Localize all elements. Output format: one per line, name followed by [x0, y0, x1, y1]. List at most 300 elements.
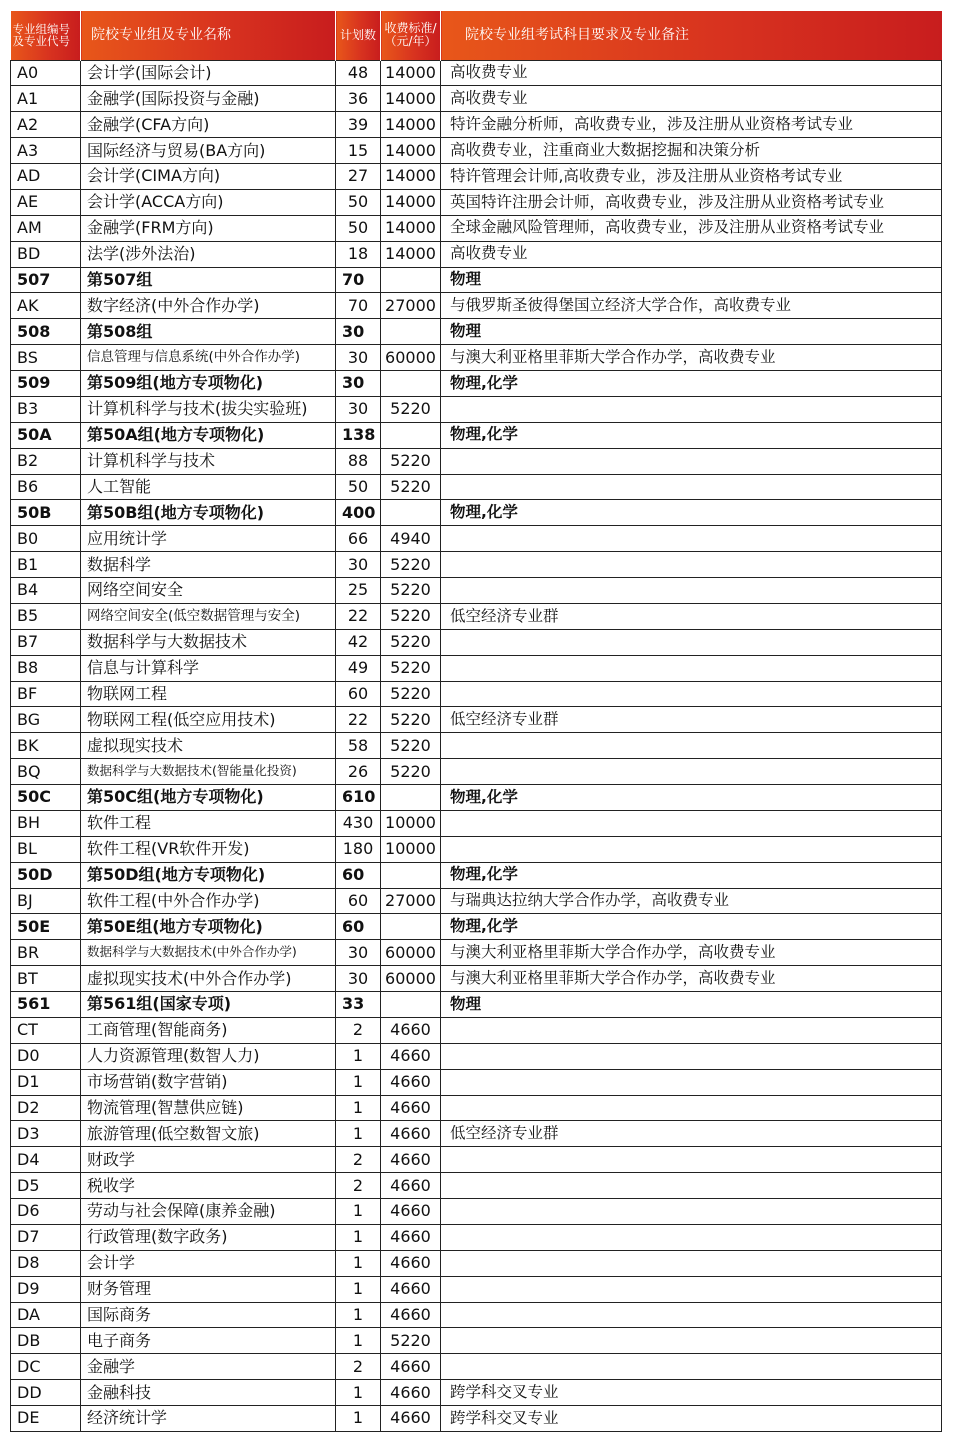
group-row	[11, 319, 942, 345]
cell-plan-count: 33	[336, 992, 381, 1018]
cell-code: BS	[11, 345, 81, 371]
cell-plan-count: 30	[336, 940, 381, 966]
cell-major-name: 应用统计学	[81, 526, 336, 552]
table-row	[11, 1121, 942, 1147]
cell-code: D3	[11, 1121, 81, 1147]
cell-major-name: 金融学(国际投资与金融)	[81, 86, 336, 112]
cell-fee: 4660	[381, 1354, 441, 1380]
cell-major-name: 物流管理(智慧供应链)	[81, 1095, 336, 1121]
table-row	[11, 629, 942, 655]
table-row	[11, 448, 942, 474]
cell-major-name: 财务管理	[81, 1276, 336, 1302]
cell-code: 50D	[11, 862, 81, 888]
cell-major-name: 软件工程	[81, 810, 336, 836]
table-row	[11, 1017, 942, 1043]
table-row	[11, 655, 942, 681]
table-row	[11, 966, 942, 992]
table-row	[11, 1147, 942, 1173]
cell-note: 低空经济专业群	[441, 707, 942, 733]
cell-fee	[381, 914, 441, 940]
cell-note	[441, 448, 942, 474]
table-row	[11, 1380, 942, 1406]
cell-code: AD	[11, 164, 81, 190]
cell-major-name: 会计学(CIMA方向)	[81, 164, 336, 190]
cell-major-name: 劳动与社会保障(康养金融)	[81, 1199, 336, 1225]
cell-code: BJ	[11, 888, 81, 914]
table-row	[11, 603, 942, 629]
cell-note	[441, 810, 942, 836]
cell-fee: 4940	[381, 526, 441, 552]
table-row	[11, 578, 942, 604]
cell-plan-count: 60	[336, 914, 381, 940]
cell-fee: 10000	[381, 810, 441, 836]
cell-code: BQ	[11, 759, 81, 785]
cell-plan-count: 1	[336, 1250, 381, 1276]
cell-fee: 14000	[381, 215, 441, 241]
cell-plan-count: 60	[336, 862, 381, 888]
cell-code: BR	[11, 940, 81, 966]
cell-note	[441, 1328, 942, 1354]
cell-major-name: 网络空间安全(低空数据管理与安全)	[81, 603, 336, 629]
cell-major-name: 会计学	[81, 1250, 336, 1276]
table-row	[11, 86, 942, 112]
cell-code: 507	[11, 267, 81, 293]
cell-fee	[381, 862, 441, 888]
cell-note	[441, 836, 942, 862]
cell-note: 特许管理会计师,高收费专业，涉及注册从业资格考试专业	[441, 164, 942, 190]
cell-fee: 5220	[381, 707, 441, 733]
cell-major-name: 金融科技	[81, 1380, 336, 1406]
table-row	[11, 1199, 942, 1225]
cell-plan-count: 36	[336, 86, 381, 112]
cell-plan-count: 400	[336, 500, 381, 526]
cell-major-name: 第561组(国家专项)	[81, 992, 336, 1018]
cell-code: D8	[11, 1250, 81, 1276]
group-row	[11, 992, 942, 1018]
cell-code: B1	[11, 552, 81, 578]
cell-fee: 14000	[381, 138, 441, 164]
cell-major-name: 金融学(FRM方向)	[81, 215, 336, 241]
table-row	[11, 474, 942, 500]
cell-note	[441, 552, 942, 578]
table-row	[11, 681, 942, 707]
cell-code: D6	[11, 1199, 81, 1225]
table-row	[11, 189, 942, 215]
cell-major-name: 第507组	[81, 267, 336, 293]
header-name: 院校专业组及专业名称	[81, 11, 336, 60]
cell-plan-count: 1	[336, 1406, 381, 1432]
table-row	[11, 1406, 942, 1432]
cell-fee: 4660	[381, 1147, 441, 1173]
table-row	[11, 707, 942, 733]
cell-fee	[381, 267, 441, 293]
cell-code: DB	[11, 1328, 81, 1354]
cell-plan-count: 610	[336, 785, 381, 811]
cell-code: D9	[11, 1276, 81, 1302]
cell-note: 英国特许注册会计师，高收费专业，涉及注册从业资格考试专业	[441, 189, 942, 215]
cell-major-name: 虚拟现实技术	[81, 733, 336, 759]
cell-major-name: 经济统计学	[81, 1406, 336, 1432]
cell-plan-count: 22	[336, 603, 381, 629]
header-plan: 计划数	[336, 11, 381, 60]
cell-note	[441, 396, 942, 422]
table-row	[11, 164, 942, 190]
cell-note: 物理	[441, 267, 942, 293]
cell-fee	[381, 422, 441, 448]
cell-note	[441, 759, 942, 785]
table-row	[11, 888, 942, 914]
cell-fee: 14000	[381, 112, 441, 138]
table-row	[11, 293, 942, 319]
cell-major-name: 国际商务	[81, 1302, 336, 1328]
cell-code: DD	[11, 1380, 81, 1406]
cell-plan-count: 30	[336, 552, 381, 578]
cell-code: A2	[11, 112, 81, 138]
cell-code: BD	[11, 241, 81, 267]
cell-plan-count: 50	[336, 474, 381, 500]
cell-fee: 4660	[381, 1173, 441, 1199]
cell-major-name: 第50A组(地方专项物化)	[81, 422, 336, 448]
cell-code: DE	[11, 1406, 81, 1432]
table-body	[11, 60, 942, 1431]
cell-fee: 60000	[381, 966, 441, 992]
cell-code: 50A	[11, 422, 81, 448]
cell-code: BG	[11, 707, 81, 733]
cell-major-name: 行政管理(数字政务)	[81, 1224, 336, 1250]
table-row	[11, 940, 942, 966]
table-row	[11, 345, 942, 371]
cell-major-name: 第50C组(地方专项物化)	[81, 785, 336, 811]
table-row	[11, 1354, 942, 1380]
cell-code: B7	[11, 629, 81, 655]
cell-fee: 4660	[381, 1406, 441, 1432]
cell-fee: 5220	[381, 578, 441, 604]
table-row	[11, 1173, 942, 1199]
cell-plan-count: 15	[336, 138, 381, 164]
cell-plan-count: 30	[336, 371, 381, 397]
cell-major-name: 数据科学	[81, 552, 336, 578]
cell-plan-count: 50	[336, 215, 381, 241]
cell-fee: 5220	[381, 603, 441, 629]
cell-fee	[381, 500, 441, 526]
cell-code: 50C	[11, 785, 81, 811]
cell-plan-count: 48	[336, 60, 381, 86]
group-row	[11, 785, 942, 811]
cell-fee: 5220	[381, 396, 441, 422]
cell-fee: 4660	[381, 1095, 441, 1121]
cell-code: B4	[11, 578, 81, 604]
cell-code: DC	[11, 1354, 81, 1380]
cell-note	[441, 1147, 942, 1173]
cell-fee: 4660	[381, 1224, 441, 1250]
cell-note	[441, 1276, 942, 1302]
cell-note	[441, 1302, 942, 1328]
cell-fee: 14000	[381, 60, 441, 86]
cell-fee: 5220	[381, 474, 441, 500]
cell-note: 低空经济专业群	[441, 603, 942, 629]
cell-code: D0	[11, 1043, 81, 1069]
cell-code: A1	[11, 86, 81, 112]
cell-note: 物理,化学	[441, 500, 942, 526]
cell-note	[441, 1224, 942, 1250]
cell-code: B2	[11, 448, 81, 474]
table-row	[11, 1043, 942, 1069]
cell-major-name: 计算机科学与技术(拔尖实验班)	[81, 396, 336, 422]
cell-major-name: 软件工程(VR软件开发)	[81, 836, 336, 862]
cell-plan-count: 30	[336, 396, 381, 422]
cell-plan-count: 2	[336, 1173, 381, 1199]
group-row	[11, 371, 942, 397]
cell-note	[441, 681, 942, 707]
cell-note	[441, 474, 942, 500]
table-row	[11, 396, 942, 422]
cell-code: 561	[11, 992, 81, 1018]
cell-note: 物理,化学	[441, 785, 942, 811]
cell-major-name: 物联网工程	[81, 681, 336, 707]
cell-note: 高收费专业，注重商业大数据挖掘和决策分析	[441, 138, 942, 164]
cell-plan-count: 1	[336, 1069, 381, 1095]
cell-major-name: 税收学	[81, 1173, 336, 1199]
cell-fee: 27000	[381, 888, 441, 914]
table-row	[11, 759, 942, 785]
table-row	[11, 733, 942, 759]
cell-plan-count: 58	[336, 733, 381, 759]
table-row	[11, 552, 942, 578]
cell-fee: 10000	[381, 836, 441, 862]
cell-plan-count: 180	[336, 836, 381, 862]
cell-fee: 5220	[381, 1328, 441, 1354]
table-row	[11, 1302, 942, 1328]
group-row	[11, 500, 942, 526]
table-row	[11, 112, 942, 138]
cell-plan-count: 1	[336, 1328, 381, 1354]
cell-plan-count: 66	[336, 526, 381, 552]
cell-major-name: 第50B组(地方专项物化)	[81, 500, 336, 526]
cell-note	[441, 1069, 942, 1095]
cell-note	[441, 1354, 942, 1380]
cell-code: BL	[11, 836, 81, 862]
cell-code: A3	[11, 138, 81, 164]
cell-code: BT	[11, 966, 81, 992]
cell-major-name: 人力资源管理(数智人力)	[81, 1043, 336, 1069]
cell-code: D5	[11, 1173, 81, 1199]
header-note: 院校专业组考试科目要求及专业备注	[441, 11, 942, 60]
cell-plan-count: 430	[336, 810, 381, 836]
cell-note: 高收费专业	[441, 86, 942, 112]
cell-note	[441, 526, 942, 552]
cell-fee	[381, 319, 441, 345]
cell-fee: 60000	[381, 940, 441, 966]
cell-note: 物理	[441, 319, 942, 345]
cell-fee	[381, 785, 441, 811]
cell-fee: 60000	[381, 345, 441, 371]
cell-note	[441, 1095, 942, 1121]
cell-plan-count: 1	[336, 1043, 381, 1069]
cell-fee	[381, 992, 441, 1018]
cell-fee: 5220	[381, 655, 441, 681]
cell-code: B0	[11, 526, 81, 552]
table-row	[11, 1224, 942, 1250]
cell-fee: 4660	[381, 1380, 441, 1406]
group-row	[11, 422, 942, 448]
cell-plan-count: 42	[336, 629, 381, 655]
cell-code: B5	[11, 603, 81, 629]
cell-code: 509	[11, 371, 81, 397]
cell-fee: 4660	[381, 1199, 441, 1225]
cell-note: 特许金融分析师，高收费专业，涉及注册从业资格考试专业	[441, 112, 942, 138]
cell-major-name: 金融学(CFA方向)	[81, 112, 336, 138]
cell-plan-count: 26	[336, 759, 381, 785]
cell-fee: 5220	[381, 448, 441, 474]
cell-code: AK	[11, 293, 81, 319]
cell-plan-count: 2	[336, 1017, 381, 1043]
cell-major-name: 虚拟现实技术(中外合作办学)	[81, 966, 336, 992]
header-fee: 收费标准/（元/年）	[381, 11, 441, 60]
cell-fee: 5220	[381, 552, 441, 578]
cell-fee	[381, 371, 441, 397]
header-row	[11, 11, 942, 60]
cell-note: 高收费专业	[441, 241, 942, 267]
cell-major-name: 会计学(ACCA方向)	[81, 189, 336, 215]
cell-major-name: 第509组(地方专项物化)	[81, 371, 336, 397]
table-header	[11, 11, 942, 60]
cell-major-name: 旅游管理(低空数智文旅)	[81, 1121, 336, 1147]
cell-fee: 4660	[381, 1302, 441, 1328]
cell-code: B6	[11, 474, 81, 500]
cell-plan-count: 30	[336, 319, 381, 345]
cell-fee: 4660	[381, 1276, 441, 1302]
cell-fee: 14000	[381, 86, 441, 112]
cell-major-name: 数据科学与大数据技术(中外合作办学)	[81, 940, 336, 966]
cell-fee: 27000	[381, 293, 441, 319]
cell-fee: 4660	[381, 1250, 441, 1276]
cell-note: 与澳大利亚格里菲斯大学合作办学，高收费专业	[441, 966, 942, 992]
cell-plan-count: 50	[336, 189, 381, 215]
cell-plan-count: 30	[336, 966, 381, 992]
cell-code: BH	[11, 810, 81, 836]
cell-note: 高收费专业	[441, 60, 942, 86]
cell-major-name: 第508组	[81, 319, 336, 345]
cell-major-name: 数字经济(中外合作办学)	[81, 293, 336, 319]
cell-major-name: 信息管理与信息系统(中外合作办学)	[81, 345, 336, 371]
cell-plan-count: 1	[336, 1276, 381, 1302]
cell-note	[441, 1017, 942, 1043]
cell-major-name: 网络空间安全	[81, 578, 336, 604]
cell-note	[441, 578, 942, 604]
cell-note: 物理,化学	[441, 914, 942, 940]
cell-note	[441, 655, 942, 681]
cell-code: D7	[11, 1224, 81, 1250]
cell-plan-count: 25	[336, 578, 381, 604]
group-row	[11, 914, 942, 940]
table-row	[11, 1069, 942, 1095]
cell-code: DA	[11, 1302, 81, 1328]
cell-note: 与瑞典达拉纳大学合作办学，高收费专业	[441, 888, 942, 914]
cell-note	[441, 1199, 942, 1225]
cell-fee: 14000	[381, 241, 441, 267]
cell-fee: 14000	[381, 164, 441, 190]
cell-note: 与澳大利亚格里菲斯大学合作办学，高收费专业	[441, 345, 942, 371]
cell-note	[441, 1173, 942, 1199]
cell-note: 跨学科交叉专业	[441, 1406, 942, 1432]
cell-note: 与俄罗斯圣彼得堡国立经济大学合作，高收费专业	[441, 293, 942, 319]
table-row	[11, 241, 942, 267]
cell-fee: 5220	[381, 733, 441, 759]
cell-major-name: 人工智能	[81, 474, 336, 500]
cell-note: 物理,化学	[441, 862, 942, 888]
cell-note	[441, 733, 942, 759]
cell-major-name: 国际经济与贸易(BA方向)	[81, 138, 336, 164]
cell-plan-count: 49	[336, 655, 381, 681]
cell-major-name: 第50E组(地方专项物化)	[81, 914, 336, 940]
cell-code: D4	[11, 1147, 81, 1173]
cell-code: CT	[11, 1017, 81, 1043]
cell-note: 物理	[441, 992, 942, 1018]
cell-plan-count: 88	[336, 448, 381, 474]
cell-code: B3	[11, 396, 81, 422]
table-row	[11, 138, 942, 164]
cell-plan-count: 1	[336, 1199, 381, 1225]
table-row	[11, 1250, 942, 1276]
cell-note	[441, 629, 942, 655]
cell-note: 物理,化学	[441, 422, 942, 448]
cell-plan-count: 70	[336, 267, 381, 293]
cell-major-name: 计算机科学与技术	[81, 448, 336, 474]
cell-plan-count: 60	[336, 681, 381, 707]
group-row	[11, 267, 942, 293]
cell-major-name: 数据科学与大数据技术	[81, 629, 336, 655]
cell-code: AM	[11, 215, 81, 241]
cell-plan-count: 1	[336, 1302, 381, 1328]
cell-plan-count: 60	[336, 888, 381, 914]
cell-code: D1	[11, 1069, 81, 1095]
table-row	[11, 1276, 942, 1302]
cell-major-name: 电子商务	[81, 1328, 336, 1354]
cell-code: BK	[11, 733, 81, 759]
cell-major-name: 软件工程(中外合作办学)	[81, 888, 336, 914]
cell-note: 与澳大利亚格里菲斯大学合作办学，高收费专业	[441, 940, 942, 966]
cell-code: A0	[11, 60, 81, 86]
cell-plan-count: 2	[336, 1354, 381, 1380]
cell-major-name: 会计学(国际会计)	[81, 60, 336, 86]
cell-plan-count: 2	[336, 1147, 381, 1173]
table-row	[11, 836, 942, 862]
cell-code: D2	[11, 1095, 81, 1121]
cell-plan-count: 1	[336, 1121, 381, 1147]
cell-code: 508	[11, 319, 81, 345]
cell-fee: 4660	[381, 1017, 441, 1043]
cell-note: 跨学科交叉专业	[441, 1380, 942, 1406]
group-row	[11, 862, 942, 888]
cell-note	[441, 1043, 942, 1069]
cell-fee: 4660	[381, 1069, 441, 1095]
table-row	[11, 1095, 942, 1121]
table-row	[11, 215, 942, 241]
cell-major-name: 市场营销(数字营销)	[81, 1069, 336, 1095]
cell-plan-count: 70	[336, 293, 381, 319]
table-row	[11, 810, 942, 836]
cell-fee: 4660	[381, 1043, 441, 1069]
cell-major-name: 工商管理(智能商务)	[81, 1017, 336, 1043]
cell-plan-count: 30	[336, 345, 381, 371]
cell-major-name: 金融学	[81, 1354, 336, 1380]
cell-plan-count: 1	[336, 1224, 381, 1250]
cell-code: BF	[11, 681, 81, 707]
cell-plan-count: 1	[336, 1095, 381, 1121]
cell-code: AE	[11, 189, 81, 215]
cell-code: 50E	[11, 914, 81, 940]
header-code: 专业组编号及专业代号	[11, 11, 81, 60]
